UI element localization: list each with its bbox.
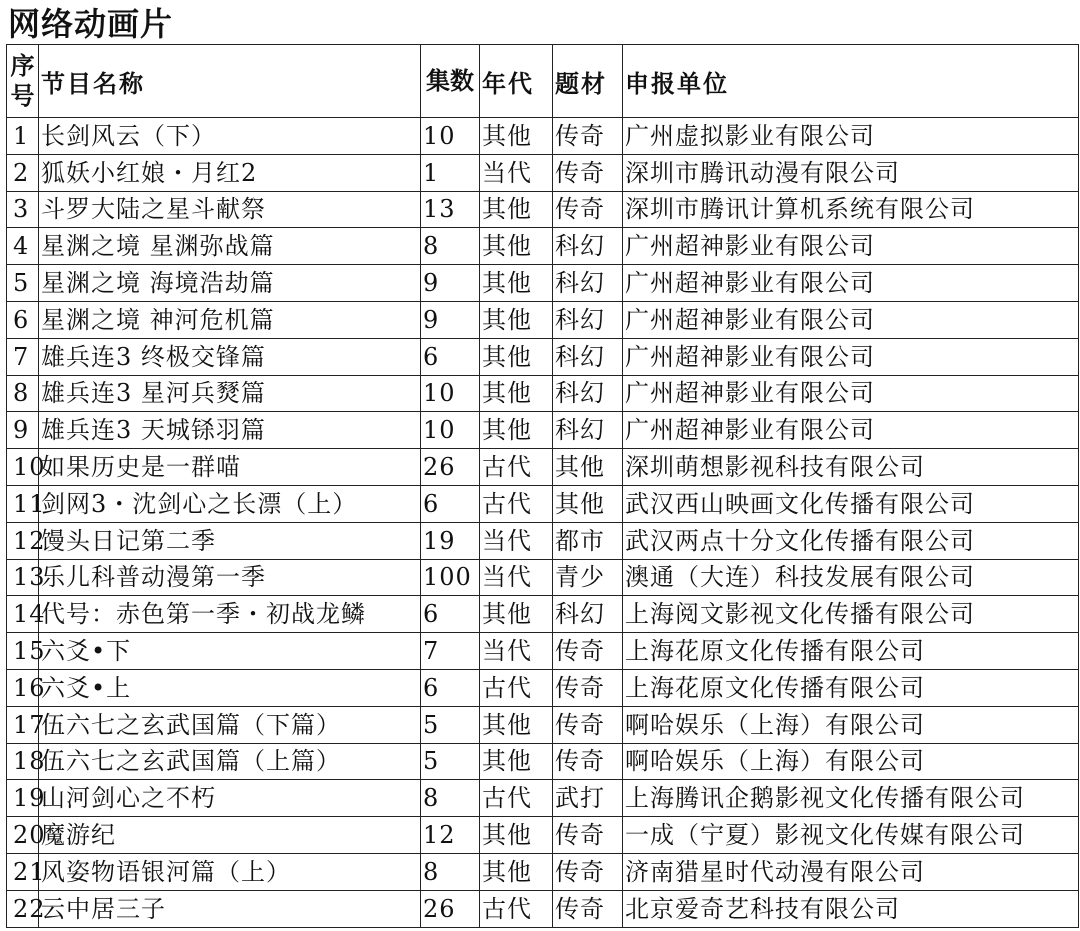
cell-genre: 青少 <box>553 559 623 596</box>
cell-era: 其他 <box>480 817 553 854</box>
cell-seq: 5 <box>7 265 39 302</box>
cell-applicant: 上海花原文化传播有限公司 <box>623 669 1079 706</box>
cell-program-name: 馒头日记第二季 <box>39 522 421 559</box>
table-row <box>7 118 1079 155</box>
cell-episodes: 6 <box>421 338 480 375</box>
cell-episodes: 9 <box>421 265 480 302</box>
cell-program-name: 六爻•下 <box>39 633 421 670</box>
cell-seq: 20 <box>7 817 39 854</box>
cell-episodes: 6 <box>421 669 480 706</box>
cell-episodes: 8 <box>421 228 480 265</box>
cell-applicant: 济南猎星时代动漫有限公司 <box>623 853 1079 890</box>
cell-genre: 科幻 <box>553 228 623 265</box>
cell-seq: 13 <box>7 559 39 596</box>
cell-program-name: 六爻•上 <box>39 669 421 706</box>
cell-era: 其他 <box>480 706 553 743</box>
cell-genre: 科幻 <box>553 265 623 302</box>
header-genre: 题材 <box>553 45 623 118</box>
cell-genre: 传奇 <box>553 118 623 155</box>
cell-seq: 7 <box>7 338 39 375</box>
table-row <box>7 669 1079 706</box>
cell-applicant: 啊哈娱乐（上海）有限公司 <box>623 743 1079 780</box>
cell-episodes: 7 <box>421 633 480 670</box>
header-row <box>7 45 1079 118</box>
cell-episodes: 8 <box>421 780 480 817</box>
cell-genre: 科幻 <box>553 375 623 412</box>
cell-era: 其他 <box>480 375 553 412</box>
cell-genre: 科幻 <box>553 301 623 338</box>
cell-genre: 传奇 <box>553 633 623 670</box>
cell-episodes: 13 <box>421 191 480 228</box>
cell-era: 其他 <box>480 301 553 338</box>
cell-program-name: 如果历史是一群喵 <box>39 449 421 486</box>
cell-seq: 18 <box>7 743 39 780</box>
cell-era: 其他 <box>480 118 553 155</box>
cell-seq: 12 <box>7 522 39 559</box>
cell-era: 其他 <box>480 338 553 375</box>
table-row <box>7 265 1079 302</box>
cell-applicant: 深圳市腾讯计算机系统有限公司 <box>623 191 1079 228</box>
cell-era: 古代 <box>480 485 553 522</box>
table-row <box>7 191 1079 228</box>
cell-seq: 1 <box>7 118 39 155</box>
cell-genre: 其他 <box>553 485 623 522</box>
header-applicant: 申报单位 <box>623 45 1079 118</box>
cell-applicant: 广州超神影业有限公司 <box>623 301 1079 338</box>
cell-episodes: 100 <box>421 559 480 596</box>
cell-genre: 传奇 <box>553 706 623 743</box>
table-row <box>7 522 1079 559</box>
cell-era: 当代 <box>480 633 553 670</box>
cell-seq: 9 <box>7 412 39 449</box>
cell-applicant: 上海腾讯企鹅影视文化传播有限公司 <box>623 780 1079 817</box>
cell-seq: 14 <box>7 596 39 633</box>
cell-episodes: 10 <box>421 375 480 412</box>
cell-program-name: 代号：赤色第一季・初战龙鳞 <box>39 596 421 633</box>
cell-program-name: 乐儿科普动漫第一季 <box>39 559 421 596</box>
cell-applicant: 广州超神影业有限公司 <box>623 375 1079 412</box>
cell-seq: 10 <box>7 449 39 486</box>
cell-applicant: 深圳萌想影视科技有限公司 <box>623 449 1079 486</box>
cell-era: 当代 <box>480 154 553 191</box>
cell-program-name: 山河剑心之不朽 <box>39 780 421 817</box>
table-row <box>7 485 1079 522</box>
cell-program-name: 雄兵连3 终极交锋篇 <box>39 338 421 375</box>
cell-seq: 6 <box>7 301 39 338</box>
cell-episodes: 26 <box>421 890 480 927</box>
table-body <box>7 118 1079 928</box>
cell-program-name: 星渊之境 海境浩劫篇 <box>39 265 421 302</box>
table-row <box>7 154 1079 191</box>
cell-applicant: 澳通（大连）科技发展有限公司 <box>623 559 1079 596</box>
cell-applicant: 深圳市腾讯动漫有限公司 <box>623 154 1079 191</box>
cell-episodes: 9 <box>421 301 480 338</box>
cell-era: 当代 <box>480 559 553 596</box>
cell-era: 古代 <box>480 780 553 817</box>
table-row <box>7 780 1079 817</box>
header-episodes: 集数 <box>421 45 480 118</box>
cell-applicant: 啊哈娱乐（上海）有限公司 <box>623 706 1079 743</box>
cell-program-name: 星渊之境 星渊弥战篇 <box>39 228 421 265</box>
cell-era: 其他 <box>480 191 553 228</box>
cell-genre: 科幻 <box>553 596 623 633</box>
table-header <box>7 45 1079 118</box>
cell-era: 其他 <box>480 412 553 449</box>
cell-era: 古代 <box>480 449 553 486</box>
cell-applicant: 广州虚拟影业有限公司 <box>623 118 1079 155</box>
header-era: 年代 <box>480 45 553 118</box>
cell-era: 古代 <box>480 669 553 706</box>
cell-applicant: 广州超神影业有限公司 <box>623 228 1079 265</box>
cell-genre: 科幻 <box>553 412 623 449</box>
table-row <box>7 596 1079 633</box>
table-row <box>7 743 1079 780</box>
cell-seq: 17 <box>7 706 39 743</box>
header-name: 节目名称 <box>39 45 421 118</box>
table-row <box>7 449 1079 486</box>
table-row <box>7 412 1079 449</box>
cell-episodes: 8 <box>421 853 480 890</box>
cell-genre: 科幻 <box>553 338 623 375</box>
cell-genre: 其他 <box>553 449 623 486</box>
cell-genre: 传奇 <box>553 853 623 890</box>
cell-program-name: 雄兵连3 天城铩羽篇 <box>39 412 421 449</box>
cell-genre: 传奇 <box>553 817 623 854</box>
cell-program-name: 风姿物语银河篇（上） <box>39 853 421 890</box>
cell-episodes: 10 <box>421 412 480 449</box>
cell-genre: 武打 <box>553 780 623 817</box>
table-row <box>7 706 1079 743</box>
cell-program-name: 狐妖小红娘・月红2 <box>39 154 421 191</box>
cell-genre: 传奇 <box>553 669 623 706</box>
cell-program-name: 伍六七之玄武国篇（下篇） <box>39 706 421 743</box>
table-row <box>7 559 1079 596</box>
cell-applicant: 广州超神影业有限公司 <box>623 338 1079 375</box>
cell-seq: 22 <box>7 890 39 927</box>
cell-program-name: 云中居三子 <box>39 890 421 927</box>
table-row <box>7 633 1079 670</box>
cell-seq: 21 <box>7 853 39 890</box>
cell-seq: 8 <box>7 375 39 412</box>
cell-genre: 都市 <box>553 522 623 559</box>
cell-episodes: 6 <box>421 485 480 522</box>
table-row <box>7 375 1079 412</box>
cell-era: 当代 <box>480 522 553 559</box>
cell-seq: 3 <box>7 191 39 228</box>
cell-program-name: 斗罗大陆之星斗献祭 <box>39 191 421 228</box>
cell-applicant: 上海阅文影视文化传播有限公司 <box>623 596 1079 633</box>
cell-seq: 19 <box>7 780 39 817</box>
cell-program-name: 长剑风云（下） <box>39 118 421 155</box>
cell-seq: 16 <box>7 669 39 706</box>
cell-episodes: 5 <box>421 743 480 780</box>
cell-program-name: 魔游纪 <box>39 817 421 854</box>
cell-era: 其他 <box>480 228 553 265</box>
table-row <box>7 228 1079 265</box>
cell-era: 其他 <box>480 596 553 633</box>
cell-program-name: 伍六七之玄武国篇（上篇） <box>39 743 421 780</box>
cell-applicant: 广州超神影业有限公司 <box>623 265 1079 302</box>
cell-program-name: 雄兵连3 星河兵燹篇 <box>39 375 421 412</box>
cell-episodes: 1 <box>421 154 480 191</box>
program-table <box>6 44 1079 928</box>
cell-applicant: 上海花原文化传播有限公司 <box>623 633 1079 670</box>
page-title: 网络动画片 <box>8 5 174 43</box>
table-row <box>7 338 1079 375</box>
cell-program-name: 星渊之境 神河危机篇 <box>39 301 421 338</box>
cell-episodes: 5 <box>421 706 480 743</box>
cell-genre: 传奇 <box>553 191 623 228</box>
cell-seq: 2 <box>7 154 39 191</box>
cell-episodes: 19 <box>421 522 480 559</box>
cell-era: 其他 <box>480 265 553 302</box>
header-seq: 序号 <box>7 45 39 118</box>
cell-genre: 传奇 <box>553 890 623 927</box>
cell-genre: 传奇 <box>553 154 623 191</box>
cell-seq: 15 <box>7 633 39 670</box>
cell-era: 其他 <box>480 853 553 890</box>
table-row <box>7 853 1079 890</box>
cell-episodes: 10 <box>421 118 480 155</box>
cell-era: 古代 <box>480 890 553 927</box>
cell-seq: 4 <box>7 228 39 265</box>
cell-applicant: 武汉两点十分文化传播有限公司 <box>623 522 1079 559</box>
cell-era: 其他 <box>480 743 553 780</box>
cell-applicant: 北京爱奇艺科技有限公司 <box>623 890 1079 927</box>
cell-applicant: 一成（宁夏）影视文化传媒有限公司 <box>623 817 1079 854</box>
cell-episodes: 6 <box>421 596 480 633</box>
cell-seq: 11 <box>7 485 39 522</box>
table-row <box>7 301 1079 338</box>
cell-program-name: 剑网3・沈剑心之长漂（上） <box>39 485 421 522</box>
cell-episodes: 12 <box>421 817 480 854</box>
cell-genre: 传奇 <box>553 743 623 780</box>
cell-episodes: 26 <box>421 449 480 486</box>
table-row <box>7 817 1079 854</box>
table-row <box>7 890 1079 927</box>
cell-applicant: 武汉西山映画文化传播有限公司 <box>623 485 1079 522</box>
cell-applicant: 广州超神影业有限公司 <box>623 412 1079 449</box>
